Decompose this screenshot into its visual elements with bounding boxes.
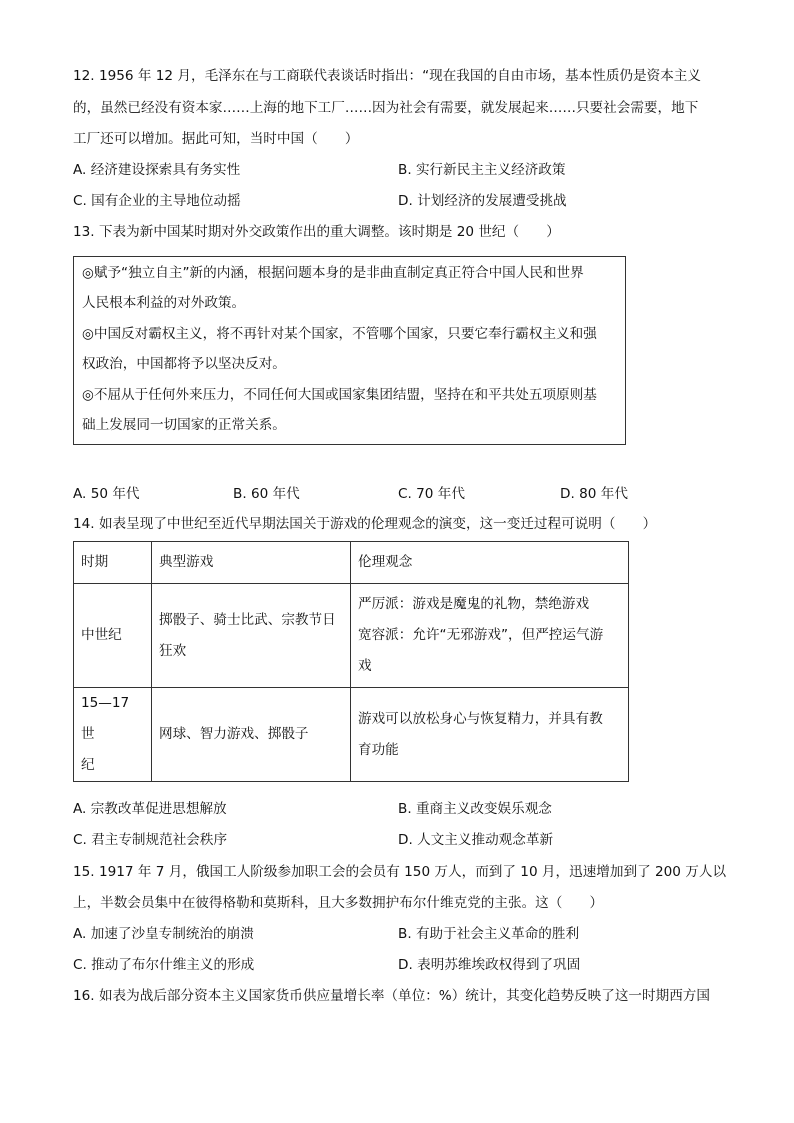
header-games: 典型游戏	[152, 542, 351, 584]
q13-material-box	[73, 256, 626, 445]
row1-games-line-1: 掷骰子、骑士比武、宗教节日	[159, 611, 336, 628]
q13-box-line-3: ◎中国反对霸权主义，将不再针对某个国家，不管哪个国家，只要它奉行霸权主义和强	[82, 326, 597, 342]
q13-option-c: C. 70 年代	[398, 486, 465, 502]
q12-stem-line-3: 工厂还可以增加。据此可知，当时中国（ ）	[73, 131, 359, 147]
row2-period-line-1: 15—17 世	[81, 695, 130, 742]
q12-option-d: D. 计划经济的发展遭受挑战	[398, 193, 567, 209]
q13-box-line-4: 权政治，中国都将予以坚决反对。	[82, 356, 286, 372]
q15-option-a: A. 加速了沙皇专制统治的崩溃	[73, 926, 254, 942]
row1-games	[152, 584, 351, 688]
q13-box-line-1: ◎赋予“独立自主”新的内涵，根据问题本身的是非曲直制定真正符合中国人民和世界	[82, 265, 584, 281]
row1-period-text: 中世纪	[81, 627, 122, 643]
row2-ethics	[351, 688, 629, 782]
q13-option-a: A. 50 年代	[73, 486, 140, 502]
row2-ethics-line-1: 游戏可以放松身心与恢复精力，并具有教	[358, 710, 603, 727]
q14-stem: 14. 如表呈现了中世纪至近代早期法国关于游戏的伦理观念的演变，这一变迁过程可说明（ ）	[73, 516, 657, 532]
table-header-row	[74, 542, 629, 584]
q12-stem-line-2: 的，虽然已经没有资本家……上海的地下工厂……因为社会有需要，就发展起来……只要社会需要，地下	[73, 100, 699, 116]
q13-box-line-2: 人民根本利益的对外政策。	[82, 295, 246, 311]
row2-period-line-2: 纪	[81, 757, 95, 773]
row1-games-line-2: 狂欢	[159, 642, 187, 659]
table-row	[74, 688, 629, 782]
q13-option-d: D. 80 年代	[560, 486, 628, 502]
row2-games-text: 网球、智力游戏、掷骰子	[159, 726, 309, 742]
q15-stem-line-2: 上，半数会员集中在彼得格勒和莫斯科，且大多数拥护布尔什维克党的主张。这（ ）	[73, 895, 604, 911]
q13-option-b: B. 60 年代	[233, 486, 300, 502]
q15-stem-line-1: 15. 1917 年 7 月，俄国工人阶级参加职工会的会员有 150 万人，而到了 10 月，迅速增加到了 200 万人以	[73, 864, 727, 880]
row1-ethics-line-2: 宽容派：允许“无邪游戏”，但严控运气游	[358, 627, 604, 643]
q13-stem: 13. 下表为新中国某时期对外交政策作出的重大调整。该时期是 20 世纪（ ）	[73, 224, 560, 240]
q13-box-line-6: 础上发展同一切国家的正常关系。	[82, 417, 286, 433]
row2-period	[74, 688, 152, 782]
q12-option-c: C. 国有企业的主导地位动摇	[73, 193, 241, 209]
header-period: 时期	[74, 542, 152, 584]
q14-option-c: C. 君主专制规范社会秩序	[73, 832, 228, 848]
q13-box-line-5: ◎不屈从于任何外来压力，不同任何大国或国家集团结盟，坚持在和平共处五项原则基	[82, 387, 597, 403]
q12-option-a: A. 经济建设探索具有务实性	[73, 162, 241, 178]
row2-games	[152, 688, 351, 782]
row2-ethics-line-2: 育功能	[358, 741, 399, 758]
q15-option-b: B. 有助于社会主义革命的胜利	[398, 926, 580, 942]
row1-ethics-line-1: 严厉派：游戏是魔鬼的礼物，禁绝游戏	[358, 596, 590, 612]
row1-ethics	[351, 584, 629, 688]
header-ethics: 伦理观念	[351, 542, 629, 584]
row1-ethics-line-3: 戏	[358, 658, 372, 674]
q14-option-b: B. 重商主义改变娱乐观念	[398, 801, 552, 817]
q14-option-d: D. 人文主义推动观念革新	[398, 832, 554, 848]
row1-period	[74, 584, 152, 688]
q14-option-a: A. 宗教改革促进思想解放	[73, 801, 227, 817]
q15-option-d: D. 表明苏维埃政权得到了巩固	[398, 957, 581, 973]
q16-stem-line-1: 16. 如表为战后部分资本主义国家货币供应量增长率（单位：%）统计，其变化趋势反映了这一时期西方国	[73, 988, 710, 1004]
q12-option-b: B. 实行新民主主义经济政策	[398, 162, 566, 178]
table-row	[74, 584, 629, 688]
q15-option-c: C. 推动了布尔什维主义的形成	[73, 957, 255, 973]
q12-stem-line-1: 12. 1956 年 12 月，毛泽东在与工商联代表谈话时指出：“现在我国的自由市场，基本性质仍是资本主义	[73, 68, 701, 84]
q14-table	[73, 541, 629, 782]
